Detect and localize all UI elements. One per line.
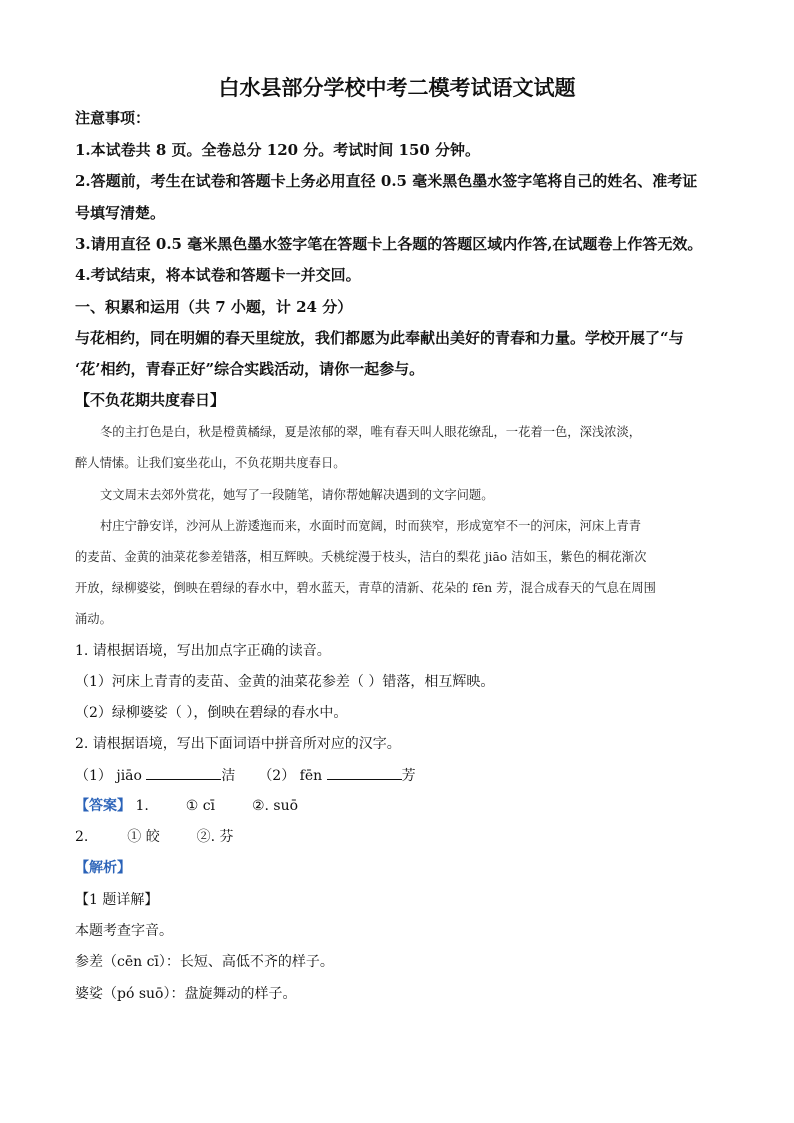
question-1-prompt: 1. 请根据语境，写出加点字正确的读音。: [75, 643, 331, 659]
notice-heading: 注意事项：: [75, 109, 151, 127]
q2-part2-suffix: 芳: [401, 768, 416, 784]
analysis-line: 参差（cēn cī）：长短、高低不齐的样子。: [75, 954, 334, 970]
analysis-line: 本题考查字音。: [75, 923, 173, 939]
answer-label: 【答案】: [75, 798, 131, 814]
q2-part1-suffix: 洁: [221, 768, 236, 784]
answer-value: ②. suō: [251, 798, 299, 814]
passage-line: 涌动。: [75, 612, 112, 626]
analysis-subheading: 【1 题详解】: [75, 892, 159, 908]
analysis-label: 【解析】: [75, 860, 131, 876]
passage-line: 的麦苗、金黄的油菜花参差错落，相互辉映。夭桃绽漫于枝头，洁白的梨花 jiāo 洁如玉，紫色的桐花渐次: [75, 550, 647, 564]
question-2-prompt: 2. 请根据语境，写出下面词语中拼音所对应的汉字。: [75, 736, 401, 752]
section-intro: ‘花’相约，青春正好”综合实践活动，请你一起参与。: [75, 360, 425, 378]
answer-value: ②. 芬: [196, 829, 234, 845]
answer-row-1: [75, 796, 298, 816]
passage-line: 文文周末去郊外赏花，她写了一段随笔，请你帮她解决遇到的文字问题。: [100, 488, 494, 502]
answer-blank: [327, 765, 402, 780]
answer-value: ① cī: [185, 798, 216, 814]
question-2-parts: [75, 765, 416, 786]
q2-part1-label: （1） jiāo: [75, 768, 142, 784]
passage-line: 冬的主打色是白，秋是橙黄橘绿，夏是浓郁的翠，唯有春天叫人眼花缭乱，一花着一色，深浅浓淡，: [100, 425, 642, 439]
page-title: 白水县部分学校中考二模考试语文试题: [218, 75, 576, 100]
notice-item: 号填写清楚。: [75, 204, 166, 222]
answer-num: 2.: [75, 829, 89, 845]
answer-num: 1.: [135, 798, 149, 814]
passage-line: 村庄宁静安详，沙河从上游逶迤而来，水面时而宽阔，时而狭窄，形成宽窄不一的河床，河床上青青: [100, 519, 642, 533]
question-1-part-a: （1）河床上青青的麦苗、金黄的油菜花参差（ ）错落，相互辉映。: [75, 674, 495, 690]
passage-line: 开放，绿柳婆娑，倒映在碧绿的春水中，碧水蓝天，青草的清新、花朵的 fēn 芳，混合成春天的气息在周围: [75, 581, 656, 595]
notice-item: 1.本试卷共 8 页。全卷总分 120 分。考试时间 150 分钟。: [75, 141, 481, 159]
answer-blank: [146, 765, 221, 780]
section-heading: 一、积累和运用（共 7 小题，计 24 分）: [75, 298, 353, 316]
section-subheading: 【不负花期共度春日】: [75, 391, 226, 409]
passage-line: 醉人情愫。让我们宴坐花山，不负花期共度春日。: [75, 456, 346, 470]
answer-row-2: [75, 827, 234, 847]
q2-part2-label: （2） fēn: [258, 768, 323, 784]
answer-value: ① 皎: [127, 829, 160, 845]
question-1-part-b: （2）绿柳婆娑（ ），倒映在碧绿的春水中。: [75, 705, 348, 721]
notice-item: 3.请用直径 0.5 毫米黑色墨水签字笔在答题卡上各题的答题区域内作答,在试题卷上作答无效。: [75, 235, 703, 253]
notice-item: 4.考试结束，将本试卷和答题卡一并交回。: [75, 266, 361, 284]
notice-item: 2.答题前，考生在试卷和答题卡上务必用直径 0.5 毫米黑色墨水签字笔将自己的姓名、准考证: [75, 172, 698, 190]
section-intro: 与花相约，同在明媚的春天里绽放，我们都愿为此奉献出美好的青春和力量。学校开展了“与: [75, 329, 684, 347]
analysis-line: 婆娑（pó suō）：盘旋舞动的样子。: [75, 986, 297, 1002]
